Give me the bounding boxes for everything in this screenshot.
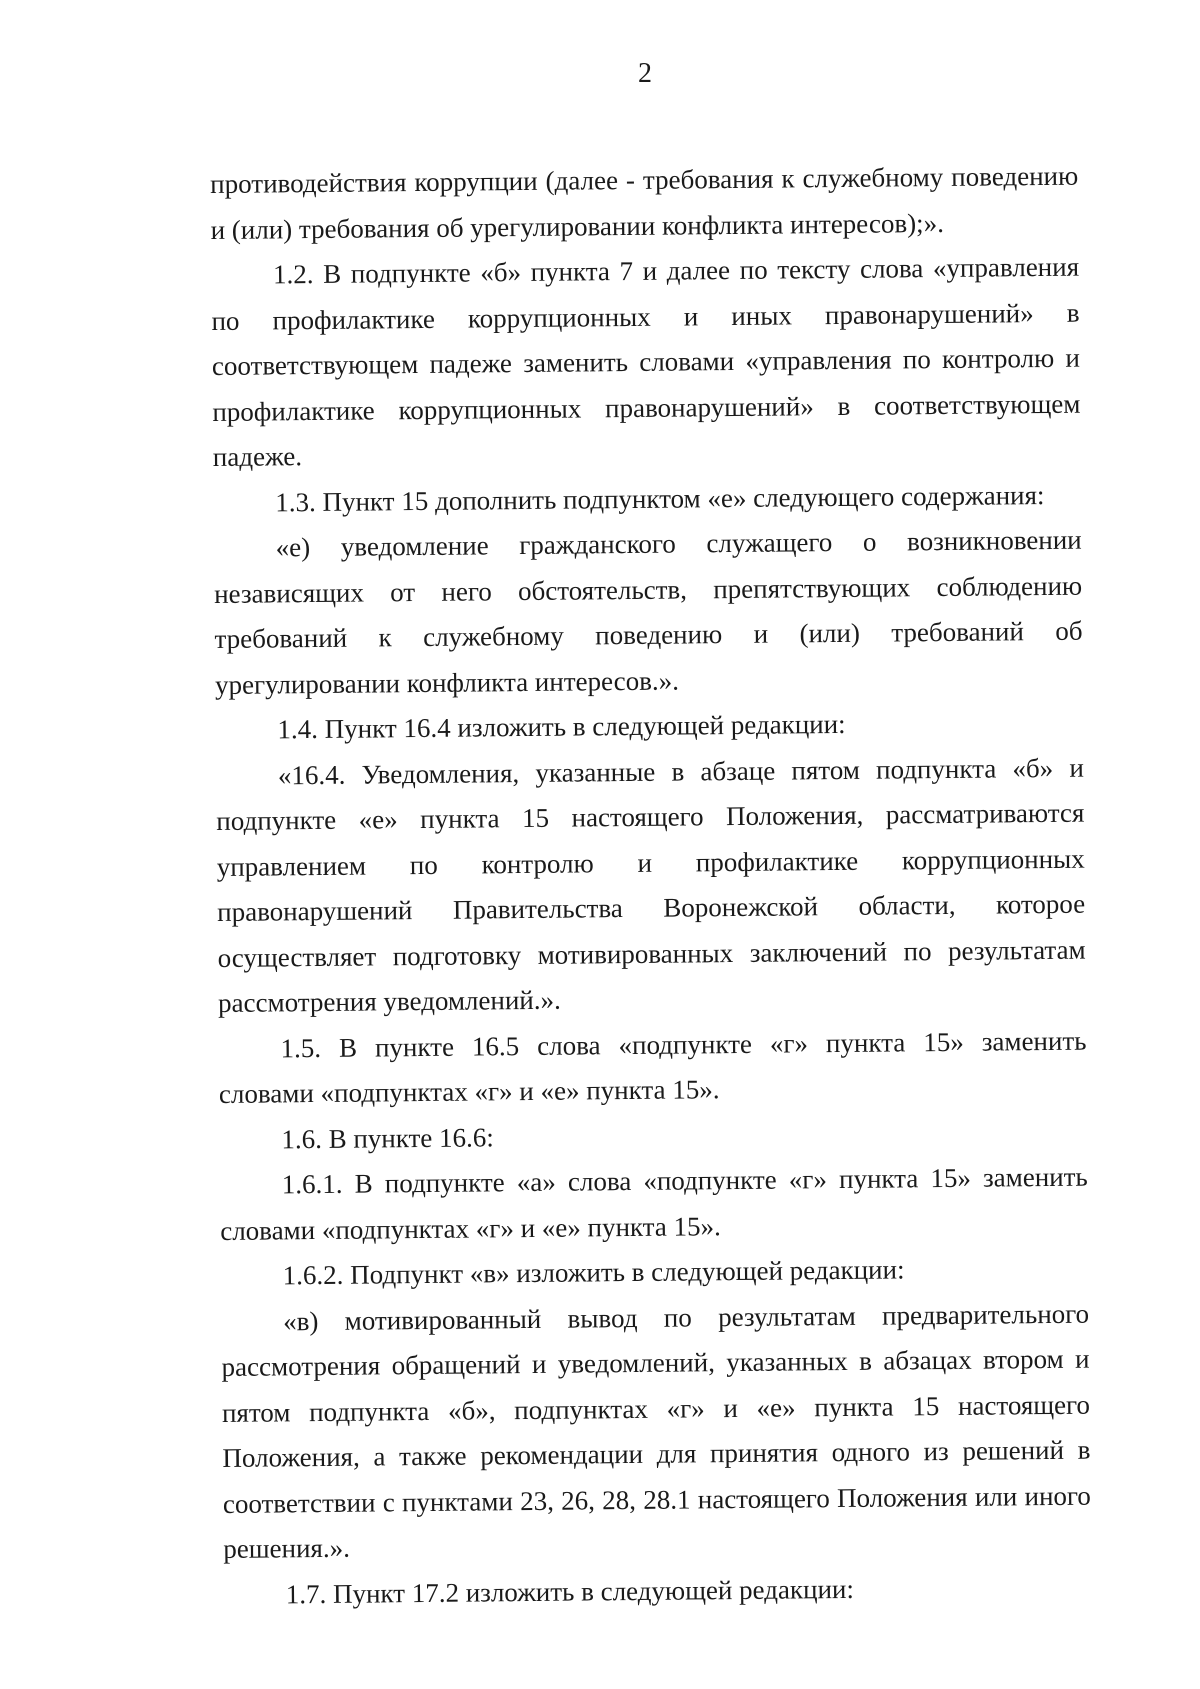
paragraph-1-5: 1.5. В пункте 16.5 слова «подпункте «г» пункта 15» заменить словами «подпунктах «г» и «е» пункта 15». [218,1025,1087,1109]
paragraph-1-4: 1.4. Пункт 16.4 изложить в следующей редакции: [277,708,846,745]
paragraph-1-7: 1.7. Пункт 17.2 изложить в следующей редакции: [285,1573,855,1609]
paragraph-subitem-e: «е) уведомление гражданского служащего о возникновении независящих от него обстоятельств, препятствующих соблюдению требований к служебному поведению и (или) требований об урегулировании конфликта интересов.». [213,524,1083,700]
paragraph-1-2: 1.2. В подпункте «б» пункта 7 и далее по тексту слова «управления по профилактике коррупционных и иных правонарушений» в соответствующем падеже заменить словами «управления по контролю и профилактике коррупционных правонарушений» в соответствующем падеже. [211,251,1081,472]
paragraph-16-4: «16.4. Уведомления, указанные в абзаце пятом подпункта «б» и подпункте «е» пункта 15 настоящего Положения, рассматриваются управлением по контролю и профилактике коррупционных правонарушений Правительства Воронежской области, которое осуществляет подготовку мотивированных заключений по результатам рассмотрения уведомлений.». [216,752,1086,1018]
paragraph-continuation: противодействия коррупции (далее - требования к служебному поведению и (или) требования об урегулировании конфликта интересов);». [210,160,1079,245]
page-number: 2 [638,58,652,89]
paragraph-1-6-2: 1.6.2. Подпункт «в» изложить в следующей редакции: [282,1254,905,1291]
paragraph-1-6: 1.6. В пункте 16.6: [281,1121,494,1154]
paragraph-subitem-v: «в) мотивированный вывод по результатам предварительного рассмотрения обращений и уведомлений, указанных в абзацах втором и пятом подпункта «б», подпунктах «г» и «е» пункта 15 настоящего Положения, а также рекомендации для принятия одного из решений в соответствии с пунктами 23, 26, 28, 28.1 настоящего Положения или иного решения.». [221,1298,1091,1564]
document-body [210,154,1092,1618]
paragraph-1-6-1: 1.6.1. В подпункте «а» слова «подпункте «г» пункта 15» заменить словами «подпунктах «г» и «е» пункта 15». [220,1161,1088,1246]
paragraph-1-3: 1.3. Пункт 15 дополнить подпунктом «е» следующего содержания: [275,479,1045,517]
